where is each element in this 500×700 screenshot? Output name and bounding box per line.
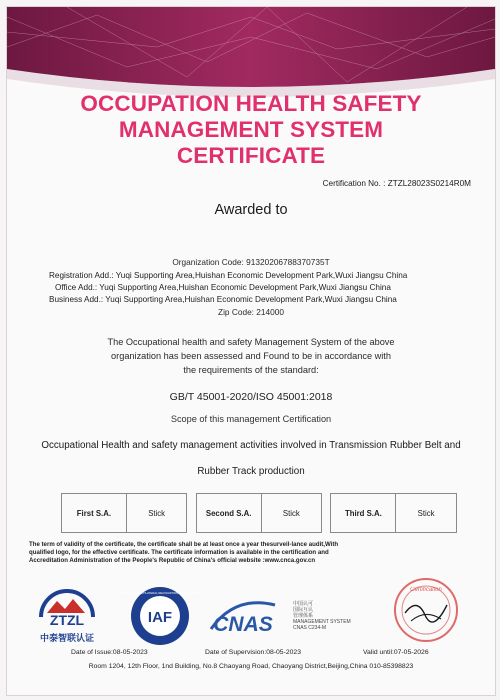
certificate-sheet bbox=[6, 6, 496, 696]
cnas-details bbox=[293, 601, 351, 631]
cnas-logo bbox=[205, 591, 283, 641]
cnas-logo-text: CNAS bbox=[213, 613, 273, 636]
ztzl-logo bbox=[27, 587, 107, 647]
seal-text: Certification bbox=[410, 587, 442, 593]
awarded-to-heading: Awarded to bbox=[214, 202, 288, 218]
certificate-title-line1: OCCUPATION HEALTH SAFETY bbox=[80, 91, 422, 116]
ztzl-logo-text: ZTZL bbox=[49, 612, 85, 628]
organization-code: Organization Code: 91320206788370735T bbox=[172, 257, 330, 267]
third-sa-label: Third S.A. bbox=[331, 494, 396, 533]
validity-note-line2: qualified logo, for the effective certificate. The certificate information is available in the certification and bbox=[29, 549, 329, 556]
first-sa-label: First S.A. bbox=[62, 494, 127, 533]
date-of-issue: Date of Issue:08-05-2023 bbox=[71, 649, 148, 656]
date-of-supervision: Date of Supervision:08-05-2023 bbox=[205, 649, 301, 656]
certificate-title-line2: MANAGEMENT SYSTEM bbox=[118, 117, 384, 142]
scope-line1: Occupational Health and safety management activities involved in Transmission Rubber Belt and bbox=[41, 440, 461, 451]
iaf-ring-text: MEMBER OF MULTILATERAL RECOGNITION ARRANGEMENT bbox=[119, 591, 201, 595]
cnas-code: CNAS C234-M bbox=[293, 625, 327, 631]
cnas-cn-line3: 管理体系 bbox=[293, 613, 314, 619]
valid-until: Valid until:07-05-2026 bbox=[363, 649, 429, 656]
signature-stroke bbox=[405, 605, 447, 622]
second-sa-stick: Stick bbox=[261, 494, 322, 533]
second-sa-label: Second S.A. bbox=[196, 494, 261, 533]
scope-line2: Rubber Track production bbox=[197, 466, 305, 477]
issuer-address: Room 1204, 12th Floor, 1nd Building, No.8 Chaoyang Road, Chaoyang District,Beijing,China 010-85398823 bbox=[88, 663, 414, 670]
certification-number: Certification No. : ZTZL28023S0214R0M bbox=[322, 179, 471, 188]
assessment-line3: the requirements of the standard: bbox=[183, 365, 319, 375]
accreditation-logos bbox=[7, 587, 495, 647]
first-sa-stick: Stick bbox=[126, 494, 187, 533]
cnas-cn-line2: 国际互认 bbox=[293, 607, 314, 613]
scope-heading: Scope of this management Certification bbox=[170, 414, 332, 424]
zip-code: Zip Code: 214000 bbox=[218, 307, 284, 317]
iaf-logo-text: IAF bbox=[147, 609, 173, 626]
validity-note-line3: Accreditation Administration of the People's Republic of China's official website :www.cnca.gov.cn bbox=[29, 557, 316, 564]
registration-address: Registration Add.: Yuqi Supporting Area,Huishan Economic Development Park,Wuxi Jiangsu China bbox=[49, 271, 408, 280]
business-address: Business Add.: Yuqi Supporting Area,Huishan Economic Development Park,Wuxi Jiangsu China bbox=[49, 295, 397, 304]
cnas-en-line: MANAGEMENT SYSTEM bbox=[293, 619, 351, 625]
iaf-logo bbox=[119, 585, 201, 647]
assessment-line2: organization has been assessed and Found to be in accordance with bbox=[111, 351, 391, 361]
surveillance-audit-table bbox=[61, 493, 457, 533]
office-address: Office Add.: Yuqi Supporting Area,Huishan Economic Development Park,Wuxi Jiangsu China bbox=[55, 283, 391, 292]
certification-seal bbox=[391, 575, 461, 645]
cnas-cn-line1: 中国认可 bbox=[293, 601, 314, 607]
standard-reference: GB/T 45001-2020/ISO 45001:2018 bbox=[169, 391, 333, 403]
validity-note-line1: The term of validity of the certificate, the certificate shall be at least once a year thesurveil-lance audit,With bbox=[29, 541, 339, 548]
assessment-line1: The Occupational health and safety Management System of the above bbox=[107, 337, 395, 347]
third-sa-stick: Stick bbox=[396, 494, 457, 533]
ztzl-logo-chinese-name: 中泰智联认证 bbox=[39, 634, 95, 644]
certificate-title-line3: CERTIFICATE bbox=[176, 143, 326, 168]
